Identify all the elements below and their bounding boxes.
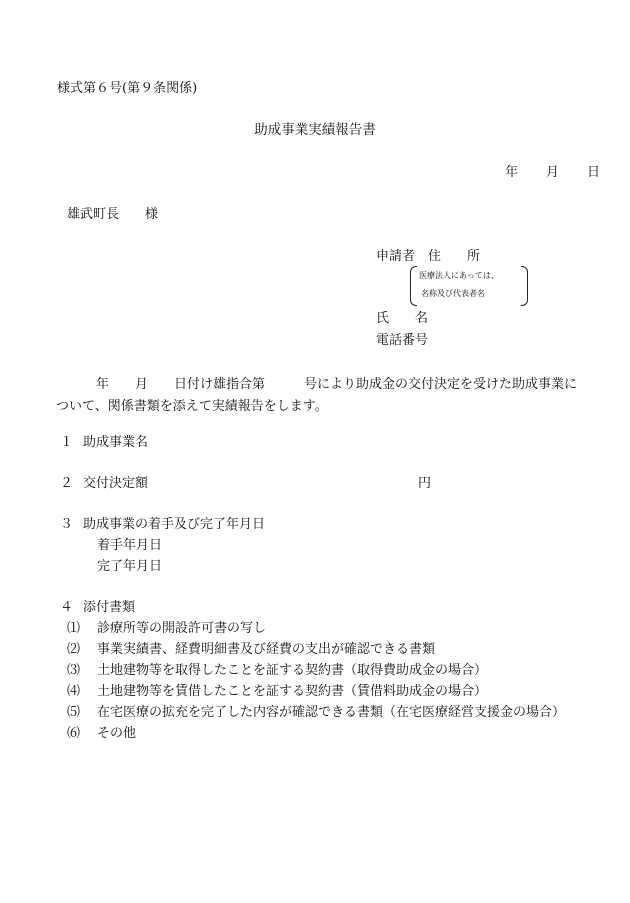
document-title: 助成事業実績報告書: [254, 122, 376, 138]
report-statement-line-1: 年 月 日付け雄指合第 号により助成金の交付決定を受けた助成事業に: [96, 377, 578, 392]
attachment-2-text: 事業実績書、経費明細書及び経費の支出が確認できる書類: [97, 642, 436, 657]
item-3-start-date-label: 着手年月日: [97, 538, 163, 553]
item-3-label: 助成事業の着手及び完了年月日: [83, 517, 266, 532]
corporation-note-line-1: 医療法人にあっては、: [419, 271, 499, 280]
attachment-4-text: 土地建物等を賃借したことを証する契約書（賃借料助成金の場合）: [97, 684, 488, 699]
date-year-label: 年: [505, 165, 519, 180]
corporation-note-bracket: [410, 266, 528, 304]
bracket-right-shape: [521, 266, 528, 306]
attachment-5-text: 在宅医療の拡充を完了した内容が確認できる書類（在宅医療経営支援金の場合）: [97, 705, 566, 720]
item-2-number: ２: [60, 476, 74, 491]
attachment-3-text: 土地建物等を取得したことを証する契約書（取得費助成金の場合）: [97, 663, 488, 678]
form-number: 様式第６号(第９条関係): [57, 81, 198, 96]
date-month-label: 月: [546, 165, 560, 180]
attachment-5-number: ⑸: [67, 705, 81, 720]
report-statement: [56, 374, 604, 418]
attachment-4-number: ⑷: [67, 684, 81, 699]
item-1-label: 助成事業名: [83, 435, 149, 450]
item-4-number: ４: [60, 600, 74, 615]
applicant-name-label: 氏 名: [376, 311, 429, 326]
applicant-phone-label: 電話番号: [376, 333, 429, 348]
attachment-1-number: ⑴: [67, 621, 81, 636]
item-4-label: 添付書類: [83, 600, 136, 615]
corporation-note-line-2: 名称及び代表者名: [421, 289, 485, 298]
attachment-1-text: 診療所等の開設許可書の写し: [97, 621, 267, 636]
bracket-left-shape: [410, 266, 417, 306]
item-3-end-date-label: 完了年月日: [97, 559, 163, 574]
item-2-yen-unit: 円: [418, 476, 432, 491]
applicant-address-label: 申請者 住 所: [376, 249, 481, 264]
date-day-label: 日: [587, 165, 601, 180]
attachment-6-text: その他: [97, 726, 137, 741]
item-1-number: １: [60, 435, 74, 450]
attachment-3-number: ⑶: [67, 663, 81, 678]
item-3-number: ３: [60, 517, 74, 532]
item-2-label: 交付決定額: [83, 476, 149, 491]
attachment-6-number: ⑹: [67, 726, 81, 741]
addressee: 雄武町長 様: [67, 207, 159, 222]
report-statement-line-2: ついて、関係書類を添えて実績報告をします。: [56, 399, 328, 414]
attachment-2-number: ⑵: [67, 642, 81, 657]
